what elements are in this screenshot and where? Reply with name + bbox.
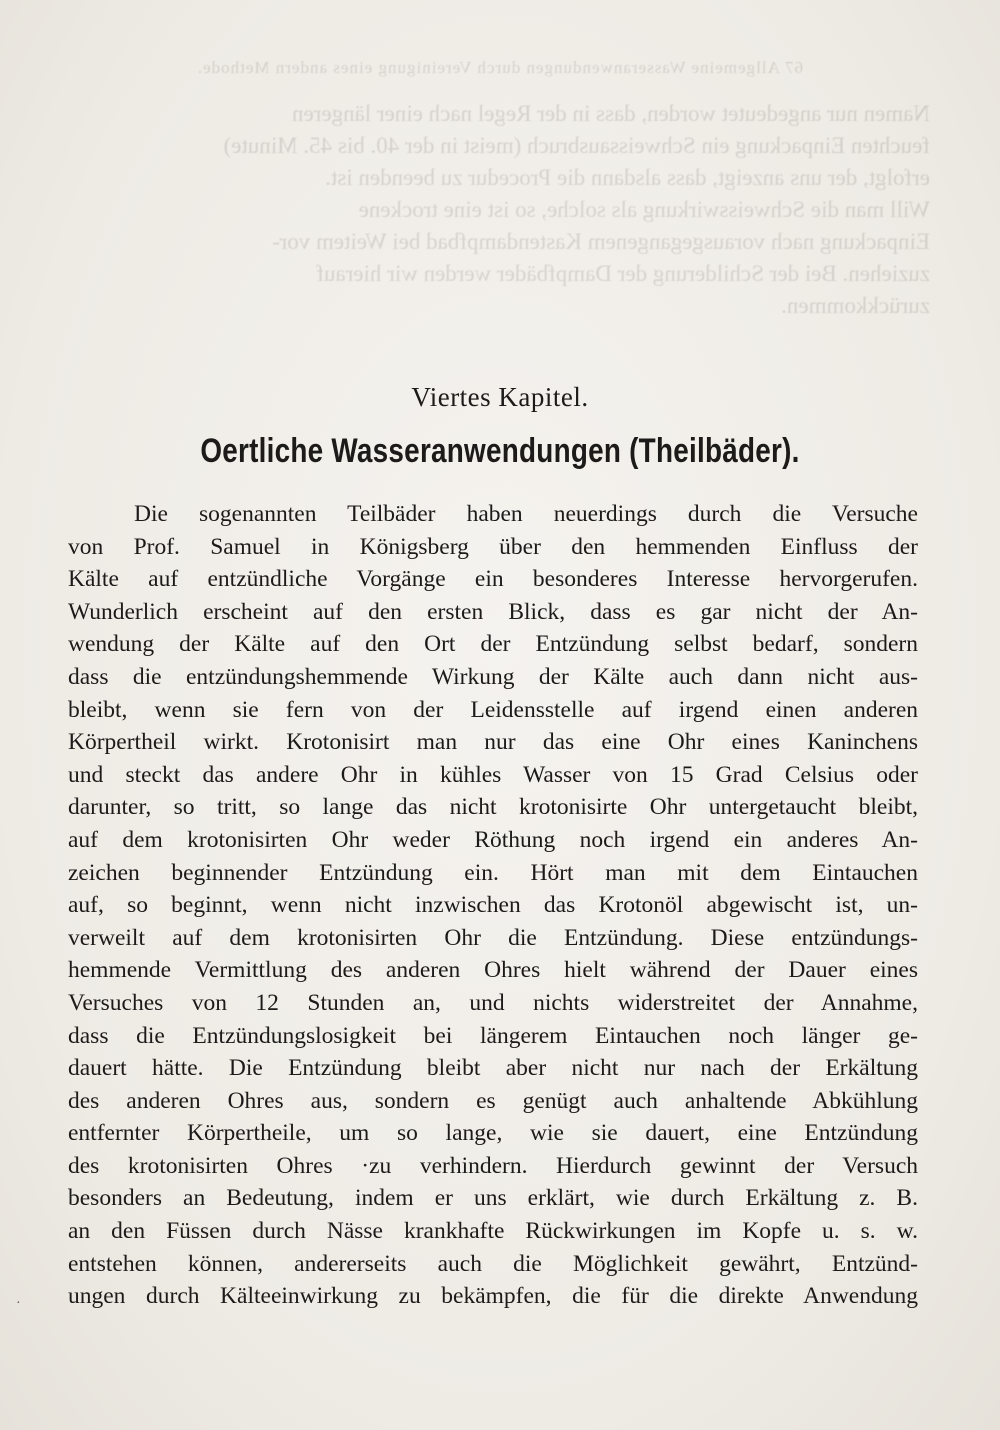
chapter-title: Oertliche Wasseranwendungen (Theilbäder).: [200, 432, 800, 470]
body-line: besonders an Bedeutung, indem er uns erklärt, wie durch Erkältung z. B.: [68, 1185, 918, 1212]
body-line: hemmende Vermittlung des anderen Ohres hielt während der Dauer eines: [68, 957, 918, 984]
margin-speck: ·: [16, 1296, 21, 1311]
body-line: auf dem krotonisirten Ohr weder Röthung noch irgend ein anderes An-: [68, 826, 918, 853]
chapter-label: Viertes Kapitel.: [411, 382, 589, 412]
body-line: bleibt, wenn sie fern von der Leidensstelle auf irgend einen anderen: [68, 696, 918, 723]
body-line: ungen durch Kälteeinwirkung zu bekämpfen, die für die direkte Anwendung: [68, 1283, 918, 1310]
body-line: Die sogenannten Teilbäder haben neuerdings durch die Versuche: [134, 501, 918, 527]
body-line: an den Füssen durch Nässe krankhafte Rückwirkungen im Kopfe u. s. w.: [68, 1218, 918, 1245]
body-line: zeichen beginnender Entzündung ein. Hört man mit dem Eintauchen: [68, 859, 918, 886]
body-line: wendung der Kälte auf den Ort der Entzündung selbst bedarf, sondern: [68, 631, 918, 658]
body-line: Wunderlich erscheint auf den ersten Blick, dass es gar nicht der An-: [68, 598, 918, 625]
body-line: verweilt auf dem krotonisirten Ohr die Entzündung. Diese entzündungs-: [68, 924, 918, 951]
bleed-line: feuchten Einpackung ein Schweissausbruch (meist in der 40. bis 45. Minute): [223, 133, 930, 158]
body-line: auf, so beginnt, wenn nicht inzwischen das Krotonöl abgewischt ist, un-: [68, 892, 918, 919]
body-line: Versuches von 12 Stunden an, und nichts widerstreitet der Annahme,: [68, 989, 918, 1016]
body-line: des krotonisirten Ohres ·zu verhindern. Hierdurch gewinnt der Versuch: [68, 1152, 918, 1179]
bleed-through-header: 67 Allgemeine Wasseranwendungen durch Vereinigung eines andern Methode.: [196, 58, 804, 77]
body-line: entstehen können, andererseits auch die Möglichkeit gewährt, Entzünd-: [68, 1250, 918, 1277]
bleed-line: Will man die Schweisswirkung als solche, so ist eine trockene: [358, 197, 930, 222]
body-line: von Prof. Samuel in Königsberg über den hemmenden Einfluss der: [68, 533, 918, 560]
bleed-through-text: [70, 52, 930, 322]
body-line: Kälte auf entzündliche Vorgänge ein besonderes Interesse hervorgerufen.: [68, 566, 918, 593]
bleed-line: Namen nur angedeutet worden, dass in der Regel nach einer längeren: [292, 101, 930, 126]
body-line: des anderen Ohres aus, sondern es genügt auch anhaltende Abkühlung: [68, 1087, 918, 1114]
bleed-line: zurückkommen.: [781, 293, 930, 318]
body-line: dauert hätte. Die Entzündung bleibt aber nicht nur nach der Erkältung: [68, 1055, 918, 1082]
body-line: und steckt das andere Ohr in kühles Wasser von 15 Grad Celsius oder: [68, 761, 918, 788]
bleed-line: zuziehen. Bei der Schilderung der Dampfbäder werden wir hierauf: [316, 261, 930, 286]
body-line: darunter, so tritt, so lange das nicht krotonisirte Ohr untergetaucht bleibt,: [68, 794, 918, 821]
body-line: dass die entzündungshemmende Wirkung der Kälte auch dann nicht aus-: [68, 663, 918, 690]
body-text: [68, 498, 918, 1313]
bleed-line: erfolgt, der uns anzeigt, dass alsdann die Procedur zu beenden ist.: [325, 165, 930, 190]
body-line: Körpertheil wirkt. Krotonisirt man nur das eine Ohr eines Kaninchens: [68, 729, 918, 756]
bleed-line: Einpackung nach vorausgegangenem Kastendampfbad bei Weitem vor-: [272, 229, 930, 254]
body-line: entfernter Körpertheile, um so lange, wie sie dauert, eine Entzündung: [68, 1120, 918, 1147]
body-line: dass die Entzündungslosigkeit bei längerem Eintauchen noch länger ge-: [68, 1022, 918, 1049]
